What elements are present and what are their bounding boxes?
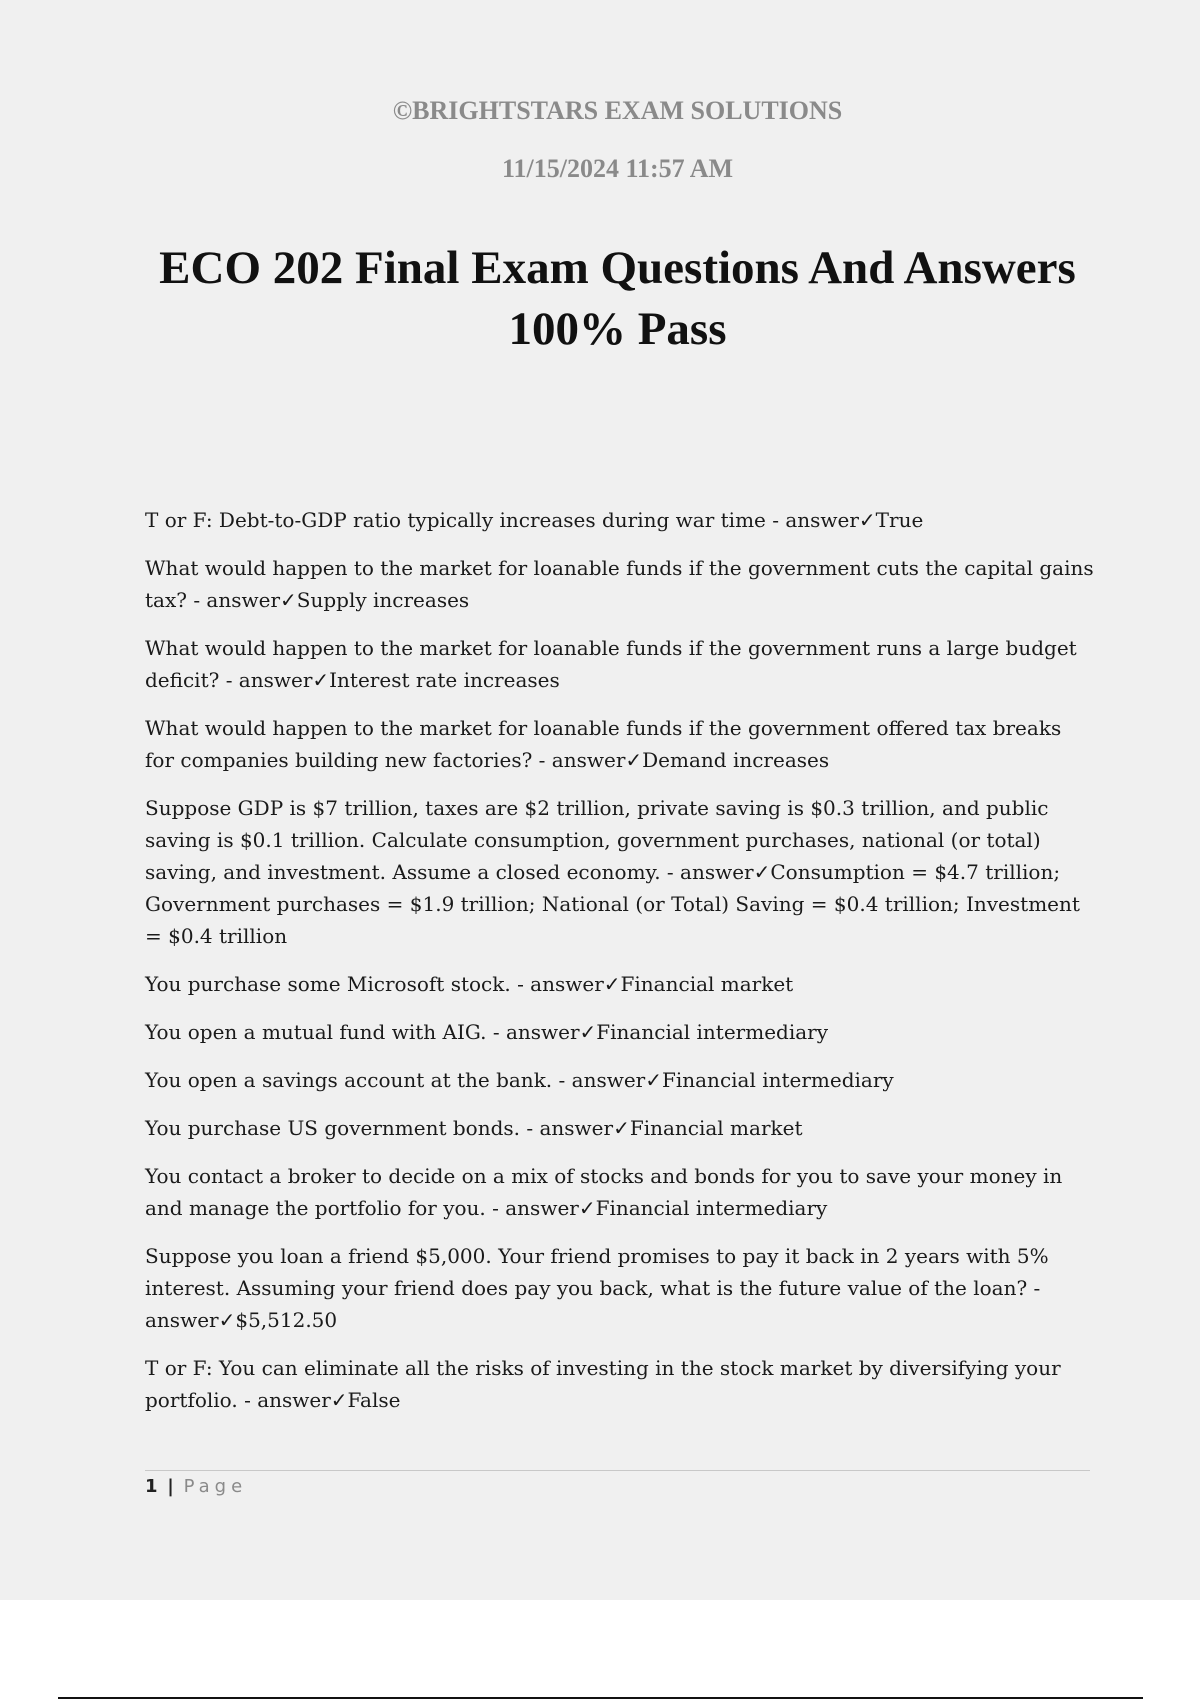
footer-divider	[145, 1470, 1090, 1471]
qa-item: You open a savings account at the bank. - answer✓Financial intermediary	[145, 1068, 894, 1092]
qa-item: What would happen to the market for loanable funds if the government cuts the capital gains tax? - answer✓Supply increases	[145, 556, 1094, 612]
next-page-divider	[58, 1697, 1143, 1699]
qa-item: T or F: Debt-to-GDP ratio typically increases during war time - answer✓True	[145, 508, 924, 532]
document-title: ECO 202 Final Exam Questions And Answers 100% Pass	[159, 242, 1076, 355]
qa-item: What would happen to the market for loanable funds if the government offered tax breaks for companies building new factories? - answer✓Demand increases	[145, 716, 1062, 772]
copyright-header: ©BRIGHTSTARS EXAM SOLUTIONS	[392, 96, 843, 125]
qa-list	[145, 504, 1095, 1432]
page-footer	[145, 1476, 247, 1497]
qa-item: T or F: You can eliminate all the risks of investing in the stock market by diversifying your portfolio. - answer✓False	[145, 1356, 1061, 1412]
qa-item: You purchase some Microsoft stock. - answer✓Financial market	[145, 972, 794, 996]
footer-separator: |	[167, 1476, 174, 1497]
page-number: 1	[145, 1476, 158, 1497]
qa-item: What would happen to the market for loanable funds if the government runs a large budget deficit? - answer✓Interest rate increases	[145, 636, 1077, 692]
qa-item: You contact a broker to decide on a mix of stocks and bonds for you to save your money in and manage the portfolio for you. - answer✓Financial intermediary	[145, 1164, 1063, 1220]
qa-item: You open a mutual fund with AIG. - answer✓Financial intermediary	[145, 1020, 829, 1044]
qa-item: You purchase US government bonds. - answer✓Financial market	[145, 1116, 803, 1140]
page-label: Page	[183, 1476, 248, 1497]
date-header: 11/15/2024 11:57 AM	[501, 154, 734, 183]
qa-item: Suppose GDP is $7 trillion, taxes are $2 trillion, private saving is $0.3 trillion, and public saving is $0.1 trillion. Calculate consumption, government purchases, national (or total) saving, and investment. Assume a closed economy. - answer✓Consumption = $4.7 trillion; Government purchases = $1.9 trillion; National (or Total) Saving = $0.4 trillion; Investment = $0.4 trillion	[145, 796, 1080, 948]
qa-item: Suppose you loan a friend $5,000. Your friend promises to pay it back in 2 years with 5% interest. Assuming your friend does pay you back, what is the future value of the loan? - answer✓$5,512.50	[145, 1244, 1049, 1332]
